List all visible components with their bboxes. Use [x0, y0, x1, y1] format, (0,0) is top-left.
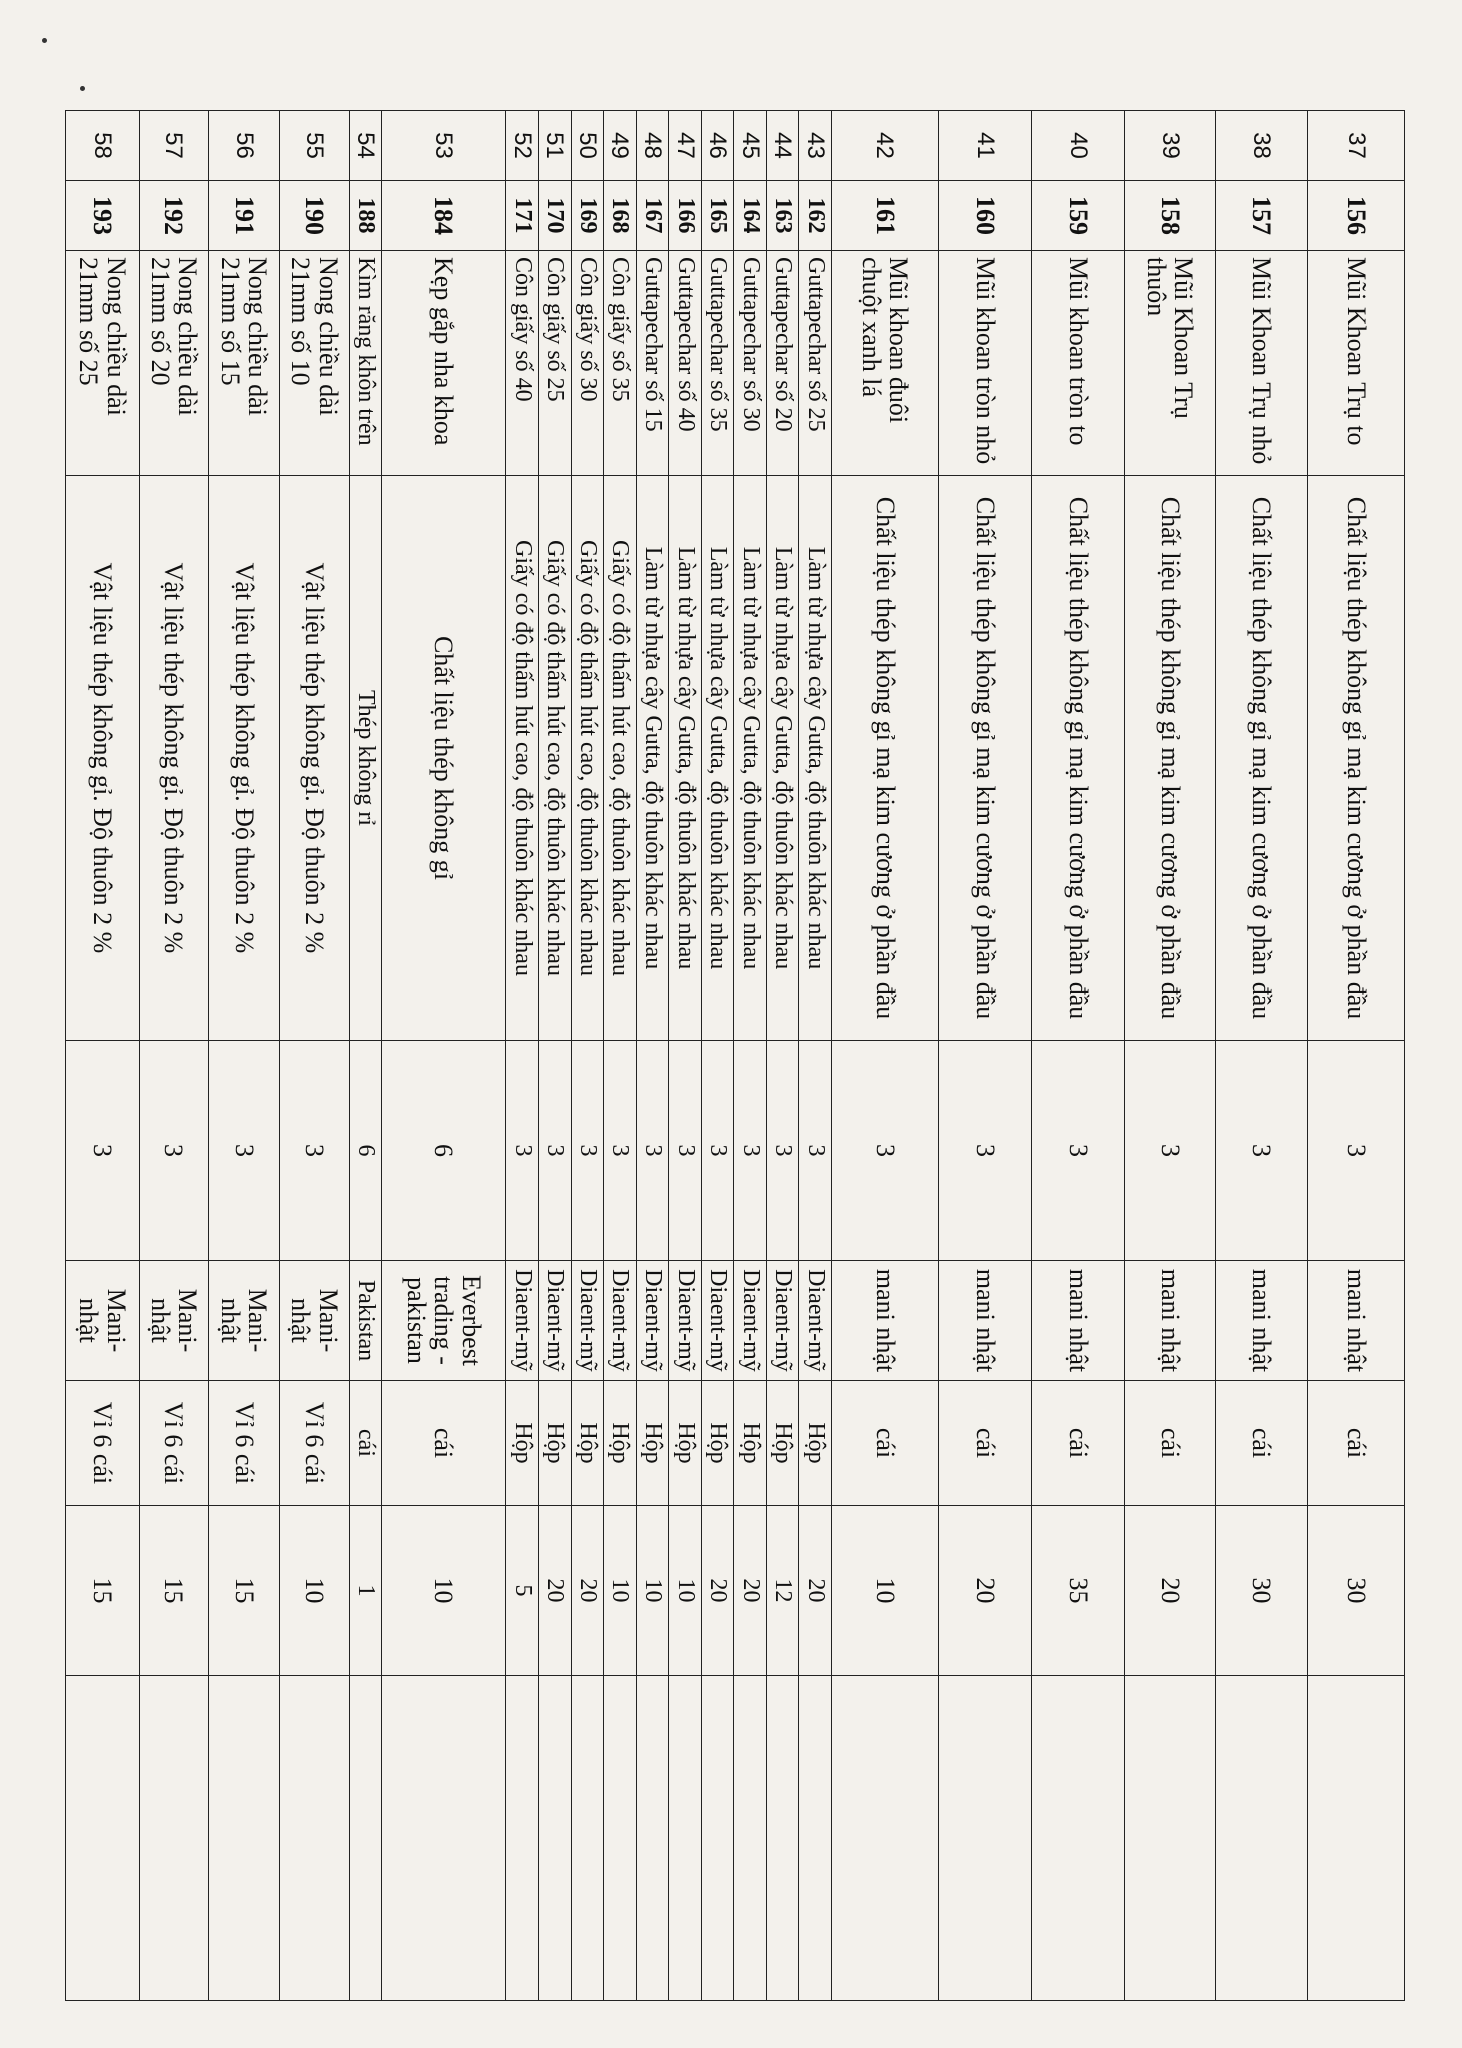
item-description: Thép không rỉ — [349, 476, 382, 1041]
table-row — [734, 111, 767, 2001]
item-unit: cái — [1125, 1381, 1216, 1506]
item-origin: Mani- nhật — [139, 1261, 209, 1381]
item-code: 163 — [766, 181, 799, 251]
table-row — [831, 111, 938, 2001]
item-name: Mũi Khoan Trụ nhỏ — [1216, 251, 1308, 476]
item-note — [669, 1676, 702, 2001]
item-quantity: 20 — [539, 1506, 572, 1676]
item-note — [349, 1676, 382, 2001]
item-unit: Vỉ 6 cái — [279, 1381, 349, 1506]
row-number: 48 — [636, 111, 669, 181]
table-row — [279, 111, 349, 2001]
row-number: 42 — [831, 111, 938, 181]
row-number: 56 — [209, 111, 280, 181]
item-unit: Vỉ 6 cái — [139, 1381, 209, 1506]
item-quantity: 30 — [1308, 1506, 1405, 1676]
item-quantity: 15 — [209, 1506, 280, 1676]
item-name: Guttapechar số 40 — [669, 251, 702, 476]
item-origin: mani nhật — [831, 1261, 938, 1381]
item-group: 3 — [701, 1041, 734, 1261]
table-row — [701, 111, 734, 2001]
item-group: 3 — [669, 1041, 702, 1261]
item-quantity: 15 — [139, 1506, 209, 1676]
item-code: 160 — [938, 181, 1031, 251]
item-description: Giấy có độ thấm hút cao, độ thuôn khác nhau — [604, 476, 637, 1041]
item-quantity: 10 — [831, 1506, 938, 1676]
item-unit: Vỉ 6 cái — [209, 1381, 280, 1506]
row-number: 45 — [734, 111, 767, 181]
item-note — [1216, 1676, 1308, 2001]
item-unit: cái — [382, 1381, 506, 1506]
item-name: Mũi khoan tròn nhỏ — [938, 251, 1031, 476]
table-row — [539, 111, 572, 2001]
item-description: Làm từ nhựa cây Gutta, độ thuôn khác nhau — [799, 476, 832, 1041]
item-origin: Mani- nhật — [66, 1261, 140, 1381]
item-unit: Hộp — [604, 1381, 637, 1506]
item-code: 192 — [139, 181, 209, 251]
item-quantity: 10 — [636, 1506, 669, 1676]
item-quantity: 10 — [382, 1506, 506, 1676]
item-name: Côn giấy số 40 — [506, 251, 539, 476]
item-origin: Diaent-mỹ — [571, 1261, 604, 1381]
item-origin: Diaent-mỹ — [701, 1261, 734, 1381]
equipment-table — [65, 110, 1405, 2001]
item-code: 170 — [539, 181, 572, 251]
item-origin: Diaent-mỹ — [506, 1261, 539, 1381]
item-note — [766, 1676, 799, 2001]
table-row — [139, 111, 209, 2001]
item-origin: mani nhật — [1308, 1261, 1405, 1381]
item-description: Chất liệu thép không gỉ mạ kim cương ở phần đầu — [831, 476, 938, 1041]
item-quantity: 10 — [669, 1506, 702, 1676]
item-group: 3 — [766, 1041, 799, 1261]
item-code: 156 — [1308, 181, 1405, 251]
item-name: Nong chiều dài 21mm số 15 — [209, 251, 280, 476]
table-row — [766, 111, 799, 2001]
item-code: 184 — [382, 181, 506, 251]
item-note — [1125, 1676, 1216, 2001]
item-note — [506, 1676, 539, 2001]
item-description: Vật liệu thép không gỉ. Độ thuôn 2 % — [279, 476, 349, 1041]
item-code: 157 — [1216, 181, 1308, 251]
item-unit: Hộp — [506, 1381, 539, 1506]
item-origin: Diaent-mỹ — [604, 1261, 637, 1381]
table-row — [938, 111, 1031, 2001]
item-group: 3 — [1308, 1041, 1405, 1261]
table-row — [669, 111, 702, 2001]
item-unit: Hộp — [539, 1381, 572, 1506]
item-group: 3 — [506, 1041, 539, 1261]
item-description: Làm từ nhựa cây Gutta, độ thuôn khác nhau — [701, 476, 734, 1041]
item-quantity: 5 — [506, 1506, 539, 1676]
row-number: 54 — [349, 111, 382, 181]
table-row — [1216, 111, 1308, 2001]
item-name: Mũi khoan đuôi chuột xanh lá — [831, 251, 938, 476]
item-name: Guttapechar số 15 — [636, 251, 669, 476]
item-code: 169 — [571, 181, 604, 251]
item-code: 193 — [66, 181, 140, 251]
table-row — [1125, 111, 1216, 2001]
item-unit: Hộp — [799, 1381, 832, 1506]
item-description: Giấy có độ thấm hút cao, độ thuôn khác nhau — [571, 476, 604, 1041]
row-number: 51 — [539, 111, 572, 181]
table-body — [66, 111, 1405, 2001]
row-number: 49 — [604, 111, 637, 181]
item-origin: mani nhật — [1032, 1261, 1125, 1381]
item-quantity: 20 — [701, 1506, 734, 1676]
item-origin: mani nhật — [1125, 1261, 1216, 1381]
item-quantity: 20 — [938, 1506, 1031, 1676]
table-row — [382, 111, 506, 2001]
item-code: 168 — [604, 181, 637, 251]
row-number: 39 — [1125, 111, 1216, 181]
item-origin: Pakistan — [349, 1261, 382, 1381]
table-row — [1308, 111, 1405, 2001]
table-row — [1032, 111, 1125, 2001]
item-description: Chất liệu thép không gỉ mạ kim cương ở phần đầu — [1216, 476, 1308, 1041]
item-group: 3 — [604, 1041, 637, 1261]
item-quantity: 1 — [349, 1506, 382, 1676]
item-group: 3 — [66, 1041, 140, 1261]
item-description: Giấy có độ thấm hút cao, độ thuôn khác nhau — [506, 476, 539, 1041]
item-note — [66, 1676, 140, 2001]
item-name: Kìm răng khôn trên — [349, 251, 382, 476]
item-quantity: 10 — [279, 1506, 349, 1676]
item-description: Làm từ nhựa cây Gutta, độ thuôn khác nhau — [669, 476, 702, 1041]
item-unit: cái — [1032, 1381, 1125, 1506]
row-number: 37 — [1308, 111, 1405, 181]
item-code: 158 — [1125, 181, 1216, 251]
item-name: Guttapechar số 30 — [734, 251, 767, 476]
item-description: Chất liệu thép không gỉ — [382, 476, 506, 1041]
item-code: 164 — [734, 181, 767, 251]
row-number: 57 — [139, 111, 209, 181]
row-number: 46 — [701, 111, 734, 181]
item-origin: Everbest trading - pakistan — [382, 1261, 506, 1381]
item-description: Chất liệu thép không gỉ mạ kim cương ở phần đầu — [938, 476, 1031, 1041]
item-group: 3 — [636, 1041, 669, 1261]
item-code: 190 — [279, 181, 349, 251]
item-origin: Diaent-mỹ — [669, 1261, 702, 1381]
item-code: 191 — [209, 181, 280, 251]
item-quantity: 15 — [66, 1506, 140, 1676]
item-description: Làm từ nhựa cây Gutta, độ thuôn khác nhau — [636, 476, 669, 1041]
item-note — [209, 1676, 280, 2001]
item-group: 6 — [382, 1041, 506, 1261]
item-note — [139, 1676, 209, 2001]
item-note — [636, 1676, 669, 2001]
item-quantity: 30 — [1216, 1506, 1308, 1676]
item-name: Côn giấy số 35 — [604, 251, 637, 476]
item-name: Guttapechar số 35 — [701, 251, 734, 476]
item-note — [734, 1676, 767, 2001]
item-origin: Diaent-mỹ — [539, 1261, 572, 1381]
item-unit: Hộp — [571, 1381, 604, 1506]
item-quantity: 20 — [1125, 1506, 1216, 1676]
item-unit: Hộp — [701, 1381, 734, 1506]
item-unit: cái — [349, 1381, 382, 1506]
item-group: 3 — [209, 1041, 280, 1261]
item-note — [382, 1676, 506, 2001]
item-origin: Diaent-mỹ — [636, 1261, 669, 1381]
item-code: 162 — [799, 181, 832, 251]
item-quantity: 35 — [1032, 1506, 1125, 1676]
table-row — [636, 111, 669, 2001]
row-number: 41 — [938, 111, 1031, 181]
item-group: 3 — [831, 1041, 938, 1261]
table-row — [66, 111, 140, 2001]
item-name: Mũi Khoan Trụ thuôn — [1125, 251, 1216, 476]
item-quantity: 20 — [571, 1506, 604, 1676]
row-number: 47 — [669, 111, 702, 181]
item-description: Làm từ nhựa cây Gutta, độ thuôn khác nhau — [734, 476, 767, 1041]
item-group: 3 — [1125, 1041, 1216, 1261]
table-row — [799, 111, 832, 2001]
item-note — [938, 1676, 1031, 2001]
item-group: 3 — [1032, 1041, 1125, 1261]
item-unit: cái — [831, 1381, 938, 1506]
row-number: 50 — [571, 111, 604, 181]
item-group: 3 — [139, 1041, 209, 1261]
table-row — [349, 111, 382, 2001]
item-description: Giấy có độ thấm hút cao, độ thuôn khác nhau — [539, 476, 572, 1041]
item-description: Vật liệu thép không gỉ. Độ thuôn 2 % — [66, 476, 140, 1041]
item-origin: Mani- nhật — [209, 1261, 280, 1381]
item-group: 3 — [938, 1041, 1031, 1261]
item-description: Chất liệu thép không gỉ mạ kim cương ở phần đầu — [1308, 476, 1405, 1041]
row-number: 52 — [506, 111, 539, 181]
item-note — [701, 1676, 734, 2001]
rotated-table-wrapper — [65, 110, 1405, 2000]
row-number: 55 — [279, 111, 349, 181]
item-unit: Hộp — [636, 1381, 669, 1506]
item-code: 171 — [506, 181, 539, 251]
item-description: Vật liệu thép không gỉ. Độ thuôn 2 % — [139, 476, 209, 1041]
item-group: 3 — [1216, 1041, 1308, 1261]
item-note — [279, 1676, 349, 2001]
item-unit: cái — [1308, 1381, 1405, 1506]
item-name: Mũi khoan tròn to — [1032, 251, 1125, 476]
item-name: Côn giấy số 30 — [571, 251, 604, 476]
item-name: Nong chiều dài 21mm số 20 — [139, 251, 209, 476]
item-origin: Mani- nhật — [279, 1261, 349, 1381]
item-unit: Hộp — [669, 1381, 702, 1506]
item-description: Vật liệu thép không gỉ. Độ thuôn 2 % — [209, 476, 280, 1041]
row-number: 40 — [1032, 111, 1125, 181]
item-code: 188 — [349, 181, 382, 251]
row-number: 43 — [799, 111, 832, 181]
item-unit: cái — [938, 1381, 1031, 1506]
item-origin: mani nhật — [938, 1261, 1031, 1381]
item-code: 165 — [701, 181, 734, 251]
item-name: Guttapechar số 25 — [799, 251, 832, 476]
item-note — [1032, 1676, 1125, 2001]
item-name: Kẹp gắp nha khoa — [382, 251, 506, 476]
table-row — [571, 111, 604, 2001]
item-quantity: 10 — [604, 1506, 637, 1676]
item-note — [831, 1676, 938, 2001]
row-number: 53 — [382, 111, 506, 181]
item-quantity: 20 — [734, 1506, 767, 1676]
item-note — [799, 1676, 832, 2001]
item-name: Nong chiều dài 21mm số 25 — [66, 251, 140, 476]
item-note — [604, 1676, 637, 2001]
row-number: 38 — [1216, 111, 1308, 181]
row-number: 58 — [66, 111, 140, 181]
item-note — [1308, 1676, 1405, 2001]
table-row — [209, 111, 280, 2001]
item-description: Chất liệu thép không gỉ mạ kim cương ở phần đầu — [1032, 476, 1125, 1041]
item-description: Làm từ nhựa cây Gutta, độ thuôn khác nhau — [766, 476, 799, 1041]
table-row — [506, 111, 539, 2001]
item-group: 3 — [571, 1041, 604, 1261]
item-code: 159 — [1032, 181, 1125, 251]
item-origin: Diaent-mỹ — [799, 1261, 832, 1381]
item-unit: Hộp — [734, 1381, 767, 1506]
item-quantity: 20 — [799, 1506, 832, 1676]
item-note — [539, 1676, 572, 2001]
item-group: 3 — [734, 1041, 767, 1261]
item-code: 167 — [636, 181, 669, 251]
item-description: Chất liệu thép không gỉ mạ kim cương ở phần đầu — [1125, 476, 1216, 1041]
item-unit: cái — [1216, 1381, 1308, 1506]
item-name: Nong chiều dài 21mm số 10 — [279, 251, 349, 476]
item-origin: Diaent-mỹ — [734, 1261, 767, 1381]
item-group: 3 — [799, 1041, 832, 1261]
item-group: 3 — [279, 1041, 349, 1261]
item-name: Côn giấy số 25 — [539, 251, 572, 476]
item-code: 161 — [831, 181, 938, 251]
item-note — [571, 1676, 604, 2001]
item-group: 6 — [349, 1041, 382, 1261]
item-name: Mũi Khoan Trụ to — [1308, 251, 1405, 476]
item-quantity: 12 — [766, 1506, 799, 1676]
item-origin: mani nhật — [1216, 1261, 1308, 1381]
item-group: 3 — [539, 1041, 572, 1261]
item-origin: Diaent-mỹ — [766, 1261, 799, 1381]
item-unit: Vỉ 6 cái — [66, 1381, 140, 1506]
item-code: 166 — [669, 181, 702, 251]
item-name: Guttapechar số 20 — [766, 251, 799, 476]
table-row — [604, 111, 637, 2001]
row-number: 44 — [766, 111, 799, 181]
item-unit: Hộp — [766, 1381, 799, 1506]
